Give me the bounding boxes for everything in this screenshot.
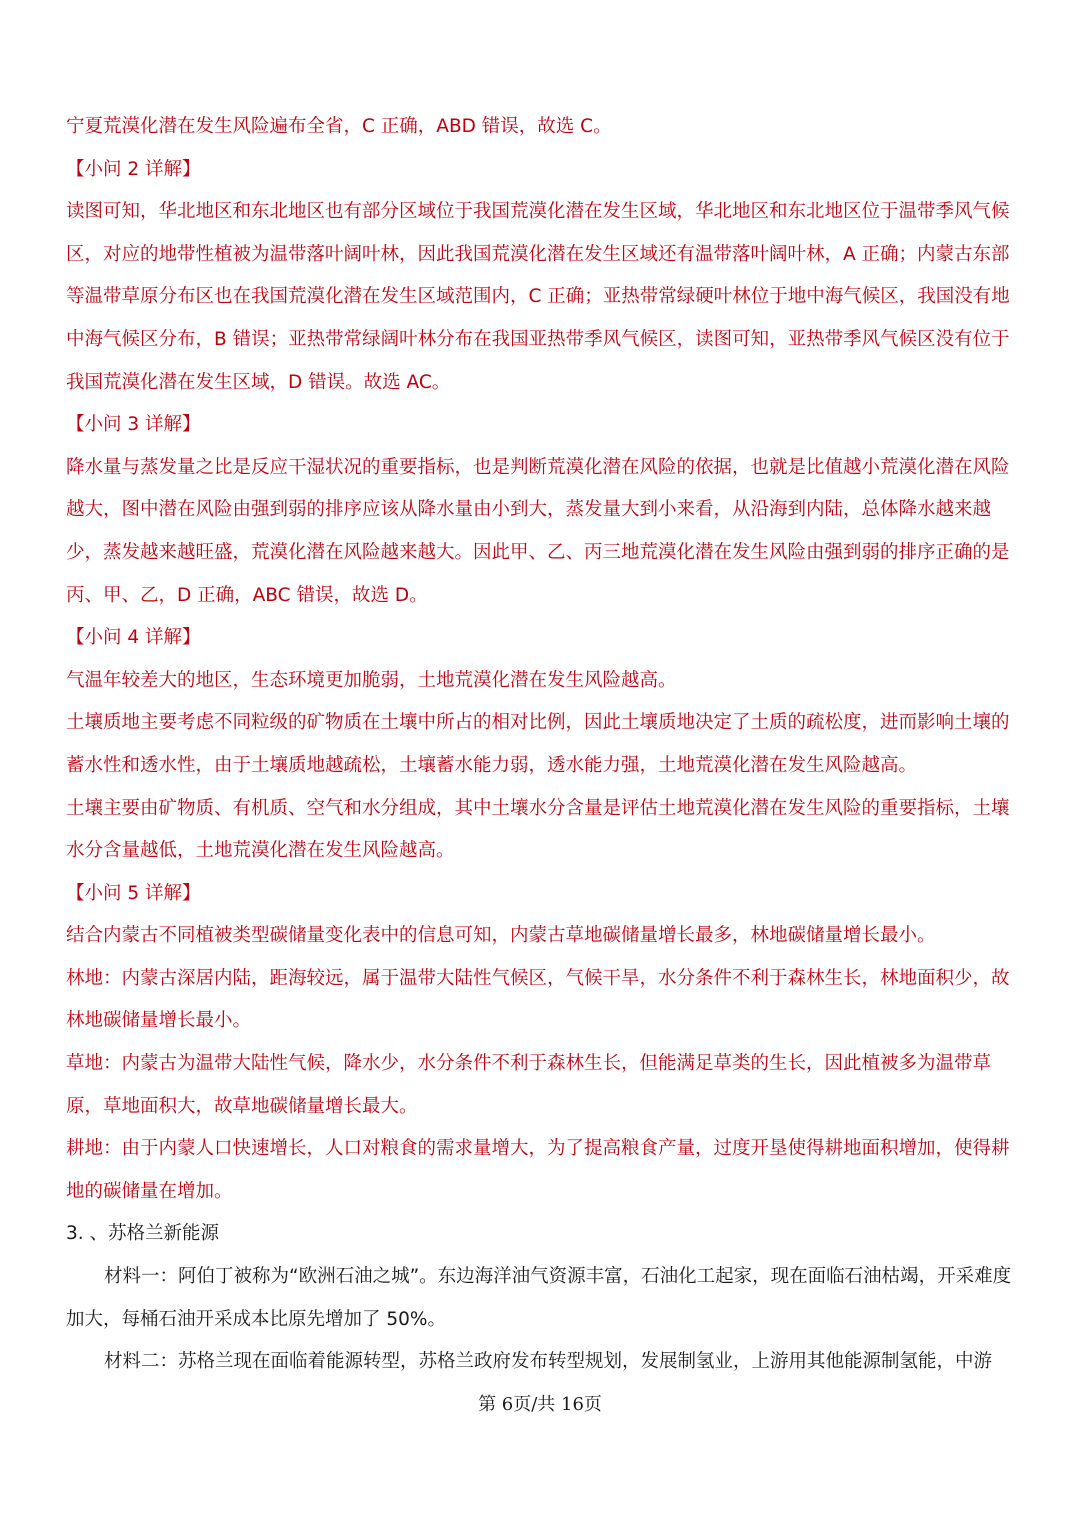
paragraph: 土壤质地主要考虑不同粒级的矿物质在土壤中所占的相对比例，因此土壤质地决定了土质的疏松度，进而影响土壤的蓄水性和透水性，由于土壤质地越疏松，土壤蓄水能力弱，透水能力强，土地荒漠化潜在发生风险越高。 [66, 712, 1010, 776]
paragraph: 土壤主要由矿物质、有机质、空气和水分组成，其中土壤水分含量是评估土地荒漠化潜在发生风险的重要指标，土壤水分含量越低，土地荒漠化潜在发生风险越高。 [66, 797, 1010, 862]
paragraph: 降水量与蒸发量之比是反应干湿状况的重要指标，也是判断荒漠化潜在风险的依据，也就是比值越小荒漠化潜在风险越大，图中潜在风险由强到弱的排序应该从降水量由小到大，蒸发量大到小来看，从沿海到内陆，总体降水越来越少，蒸发越来越旺盛，荒漠化潜在风险越来越大。因此甲、乙、丙三地荒漠化潜在发生风险由强到弱的排序正确的是丙、甲、乙，D 正确，ABC 错误，故选 D。 [66, 456, 1010, 606]
paragraph: 读图可知，华北地区和东北地区也有部分区域位于我国荒漠化潜在发生区域，华北地区和东北地区位于温带季风气候区，对应的地带性植被为温带落叶阔叶林，因此我国荒漠化潜在发生区域还有温带落叶阔叶林，A 正确；内蒙古东部等温带草原分布区也在我国荒漠化潜在发生区域范围内，C 正确；亚热带常绿硬叶林位于地中海气候区，我国没有地中海气候区分布，B 错误；亚热带常绿阔叶林分布在我国亚热带季风气候区，读图可知，亚热带季风气候区没有位于我国荒漠化潜在发生区域，D 错误。故选 AC。 [66, 201, 1010, 393]
section-heading: 【小问 3 详解】 [66, 414, 201, 436]
section-heading: 【小问 4 详解】 [66, 627, 201, 649]
paragraph: 气温年较差大的地区，生态环境更加脆弱，土地荒漠化潜在发生风险越高。 [66, 669, 677, 691]
paragraph: 耕地：由于内蒙人口快速增长，人口对粮食的需求量增大，为了提高粮食产量，过度开垦使得耕地面积增加，使得耕地的碳储量在增加。 [66, 1138, 1010, 1202]
section-heading: 【小问 5 详解】 [66, 882, 201, 904]
material-paragraph: 材料一：阿伯丁被称为“欧洲石油之城”。东边海洋油气资源丰富，石油化工起家，现在面临石油枯竭，开采难度加大，每桶石油开采成本比原先增加了 50%。 [66, 1266, 1012, 1330]
question-title: 3. 、苏格兰新能源 [66, 1223, 220, 1245]
paragraph: 宁夏荒漠化潜在发生风险遍布全省，C 正确，ABD 错误，故选 C。 [66, 116, 612, 137]
page-number-footer: 第 6页/共 16页 [478, 1394, 602, 1415]
paragraph: 林地：内蒙古深居内陆，距海较远，属于温带大陆性气候区，气候干旱，水分条件不利于森林生长，林地面积少，故林地碳储量增长最小。 [66, 967, 1010, 1032]
material-paragraph: 材料二：苏格兰现在面临着能源转型，苏格兰政府发布转型规划，发展制氢业，上游用其他能源制氢能，中游 [104, 1351, 993, 1373]
paragraph: 草地：内蒙古为温带大陆性气候，降水少，水分条件不利于森林生长，但能满足草类的生长，因此植被多为温带草原，草地面积大，故草地碳储量增长最大。 [66, 1053, 992, 1117]
section-heading: 【小问 2 详解】 [66, 158, 201, 180]
answer-content [66, 106, 1018, 1384]
paragraph: 结合内蒙古不同植被类型碳储量变化表中的信息可知，内蒙古草地碳储量增长最多，林地碳储量增长最小。 [66, 925, 936, 947]
